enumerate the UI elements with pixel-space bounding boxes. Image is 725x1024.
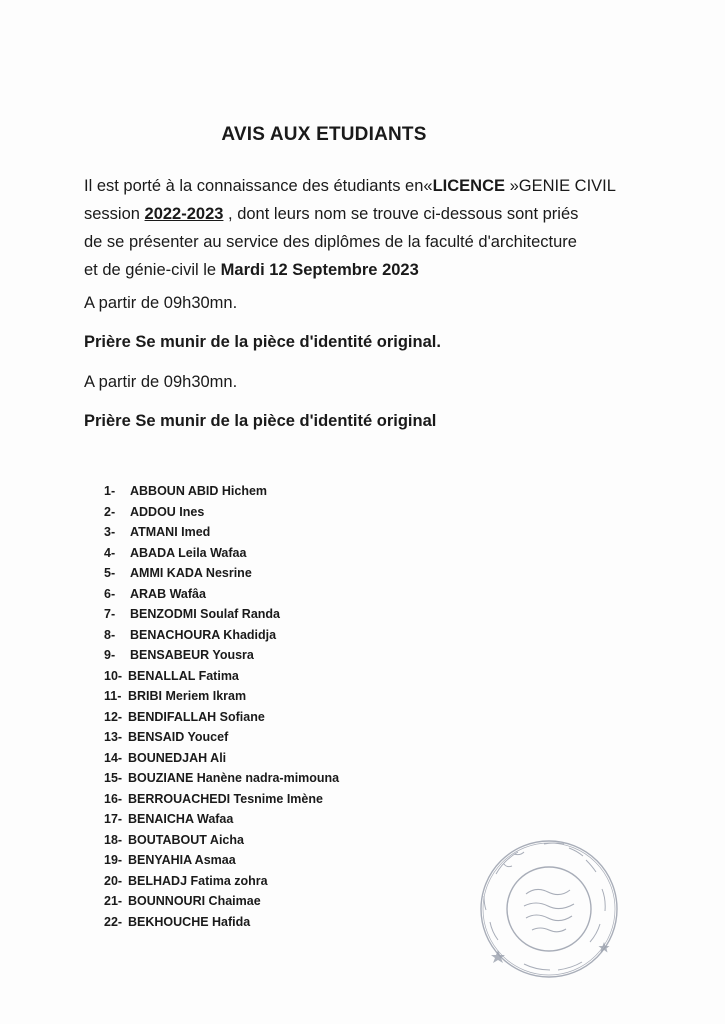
- list-item: [104, 686, 339, 707]
- student-name: BENSABEUR Yousra: [130, 648, 254, 662]
- session-year: 2022-2023: [144, 205, 224, 223]
- list-item: [104, 748, 339, 769]
- student-list: [104, 481, 339, 932]
- student-number: 14-: [104, 750, 123, 765]
- list-item: [104, 871, 339, 892]
- list-item: [104, 830, 339, 851]
- student-name: ADDOU Ines: [130, 504, 205, 519]
- list-item: [104, 707, 339, 728]
- student-number: 13-: [104, 730, 123, 744]
- intro-line-3: de se présenter au service des diplômes de la faculté d'architecture: [84, 233, 577, 251]
- student-name: BELHADJ Fatima zohra: [128, 873, 268, 888]
- student-name: ATMANI Imed: [130, 525, 211, 539]
- list-item: [104, 768, 339, 789]
- student-name: BENDIFALLAH Sofiane: [128, 709, 265, 724]
- student-number: 2-: [104, 504, 116, 519]
- list-item: [104, 522, 339, 543]
- official-stamp: [474, 834, 624, 984]
- student-number: 15-: [104, 771, 123, 785]
- student-name: AMMI KADA Nesrine: [130, 566, 252, 580]
- id-requirement-2: Prière Se munir de la pièce d'identité original: [84, 412, 437, 430]
- intro-line-1: [84, 172, 644, 200]
- intro-line-2: [84, 200, 644, 228]
- intro-text: , dont leurs nom se trouve ci-dessous sont priés: [223, 205, 579, 223]
- list-item: [104, 645, 339, 666]
- intro-text: Il est porté à la connaissance des étudiants en«: [84, 177, 433, 195]
- start-time-1: A partir de 09h30mn.: [84, 294, 238, 312]
- list-item: [104, 727, 339, 748]
- student-name: BOUNEDJAH Ali: [128, 750, 227, 765]
- student-number: 6-: [104, 586, 116, 601]
- list-item: [104, 563, 339, 584]
- start-time-2: A partir de 09h30mn.: [84, 373, 238, 391]
- list-item: [104, 543, 339, 564]
- student-number: 10-: [104, 668, 123, 683]
- student-number: 4-: [104, 545, 116, 560]
- list-item: [104, 502, 339, 523]
- student-number: 5-: [104, 566, 116, 580]
- program-name: »GENIE CIVIL: [504, 177, 616, 195]
- student-number: 1-: [104, 484, 116, 498]
- student-name: BENYAHIA Asmaa: [128, 853, 236, 867]
- list-item: [104, 850, 339, 871]
- intro-paragraph: [84, 172, 644, 284]
- student-name: BENSAID Youcef: [128, 730, 229, 744]
- intro-text: session: [84, 205, 145, 223]
- student-name: BENALLAL Fatima: [128, 668, 239, 683]
- list-item: [104, 789, 339, 810]
- list-item: [104, 666, 339, 687]
- student-number: 9-: [104, 648, 116, 662]
- student-name: BEKHOUCHE Hafida: [128, 914, 251, 929]
- list-item: [104, 625, 339, 646]
- student-name: BOUTABOUT Aicha: [128, 832, 244, 847]
- intro-text: et de génie-civil le: [84, 261, 221, 279]
- list-item: [104, 912, 339, 933]
- student-number: 3-: [104, 525, 116, 539]
- degree-name: LICENCE: [432, 177, 505, 195]
- student-name: BERROUACHEDI Tesnime Imène: [128, 791, 323, 806]
- student-number: 16-: [104, 791, 123, 806]
- student-name: BENACHOURA Khadidja: [130, 627, 277, 642]
- student-name: ARAB Wafâa: [130, 586, 206, 601]
- student-number: 11-: [104, 689, 122, 703]
- student-number: 19-: [104, 853, 123, 867]
- student-name: BENZODMI Soulaf Randa: [130, 607, 281, 621]
- student-number: 20-: [104, 873, 123, 888]
- student-number: 18-: [104, 832, 123, 847]
- student-name: ABADA Leila Wafaa: [130, 545, 247, 560]
- student-number: 17-: [104, 812, 123, 826]
- student-name: BRIBI Meriem Ikram: [128, 689, 247, 703]
- list-item: [104, 809, 339, 830]
- student-number: 8-: [104, 627, 116, 642]
- list-item: [104, 481, 339, 502]
- student-name: BENAICHA Wafaa: [128, 812, 234, 826]
- student-number: 22-: [104, 914, 123, 929]
- student-name: BOUNNOURI Chaimae: [128, 894, 261, 908]
- student-number: 21-: [104, 894, 123, 908]
- student-number: 7-: [104, 607, 116, 621]
- document-title: AVIS AUX ETUDIANTS: [221, 124, 427, 145]
- appointment-date: Mardi 12 Septembre 2023: [220, 261, 419, 279]
- list-item: [104, 584, 339, 605]
- list-item: [104, 604, 339, 625]
- student-name: BOUZIANE Hanène nadra-mimouna: [128, 771, 340, 785]
- intro-line-4: [84, 256, 644, 284]
- id-requirement-1: Prière Se munir de la pièce d'identité original.: [84, 333, 441, 351]
- list-item: [104, 891, 339, 912]
- student-name: ABBOUN ABID Hichem: [130, 484, 268, 498]
- student-number: 12-: [104, 709, 123, 724]
